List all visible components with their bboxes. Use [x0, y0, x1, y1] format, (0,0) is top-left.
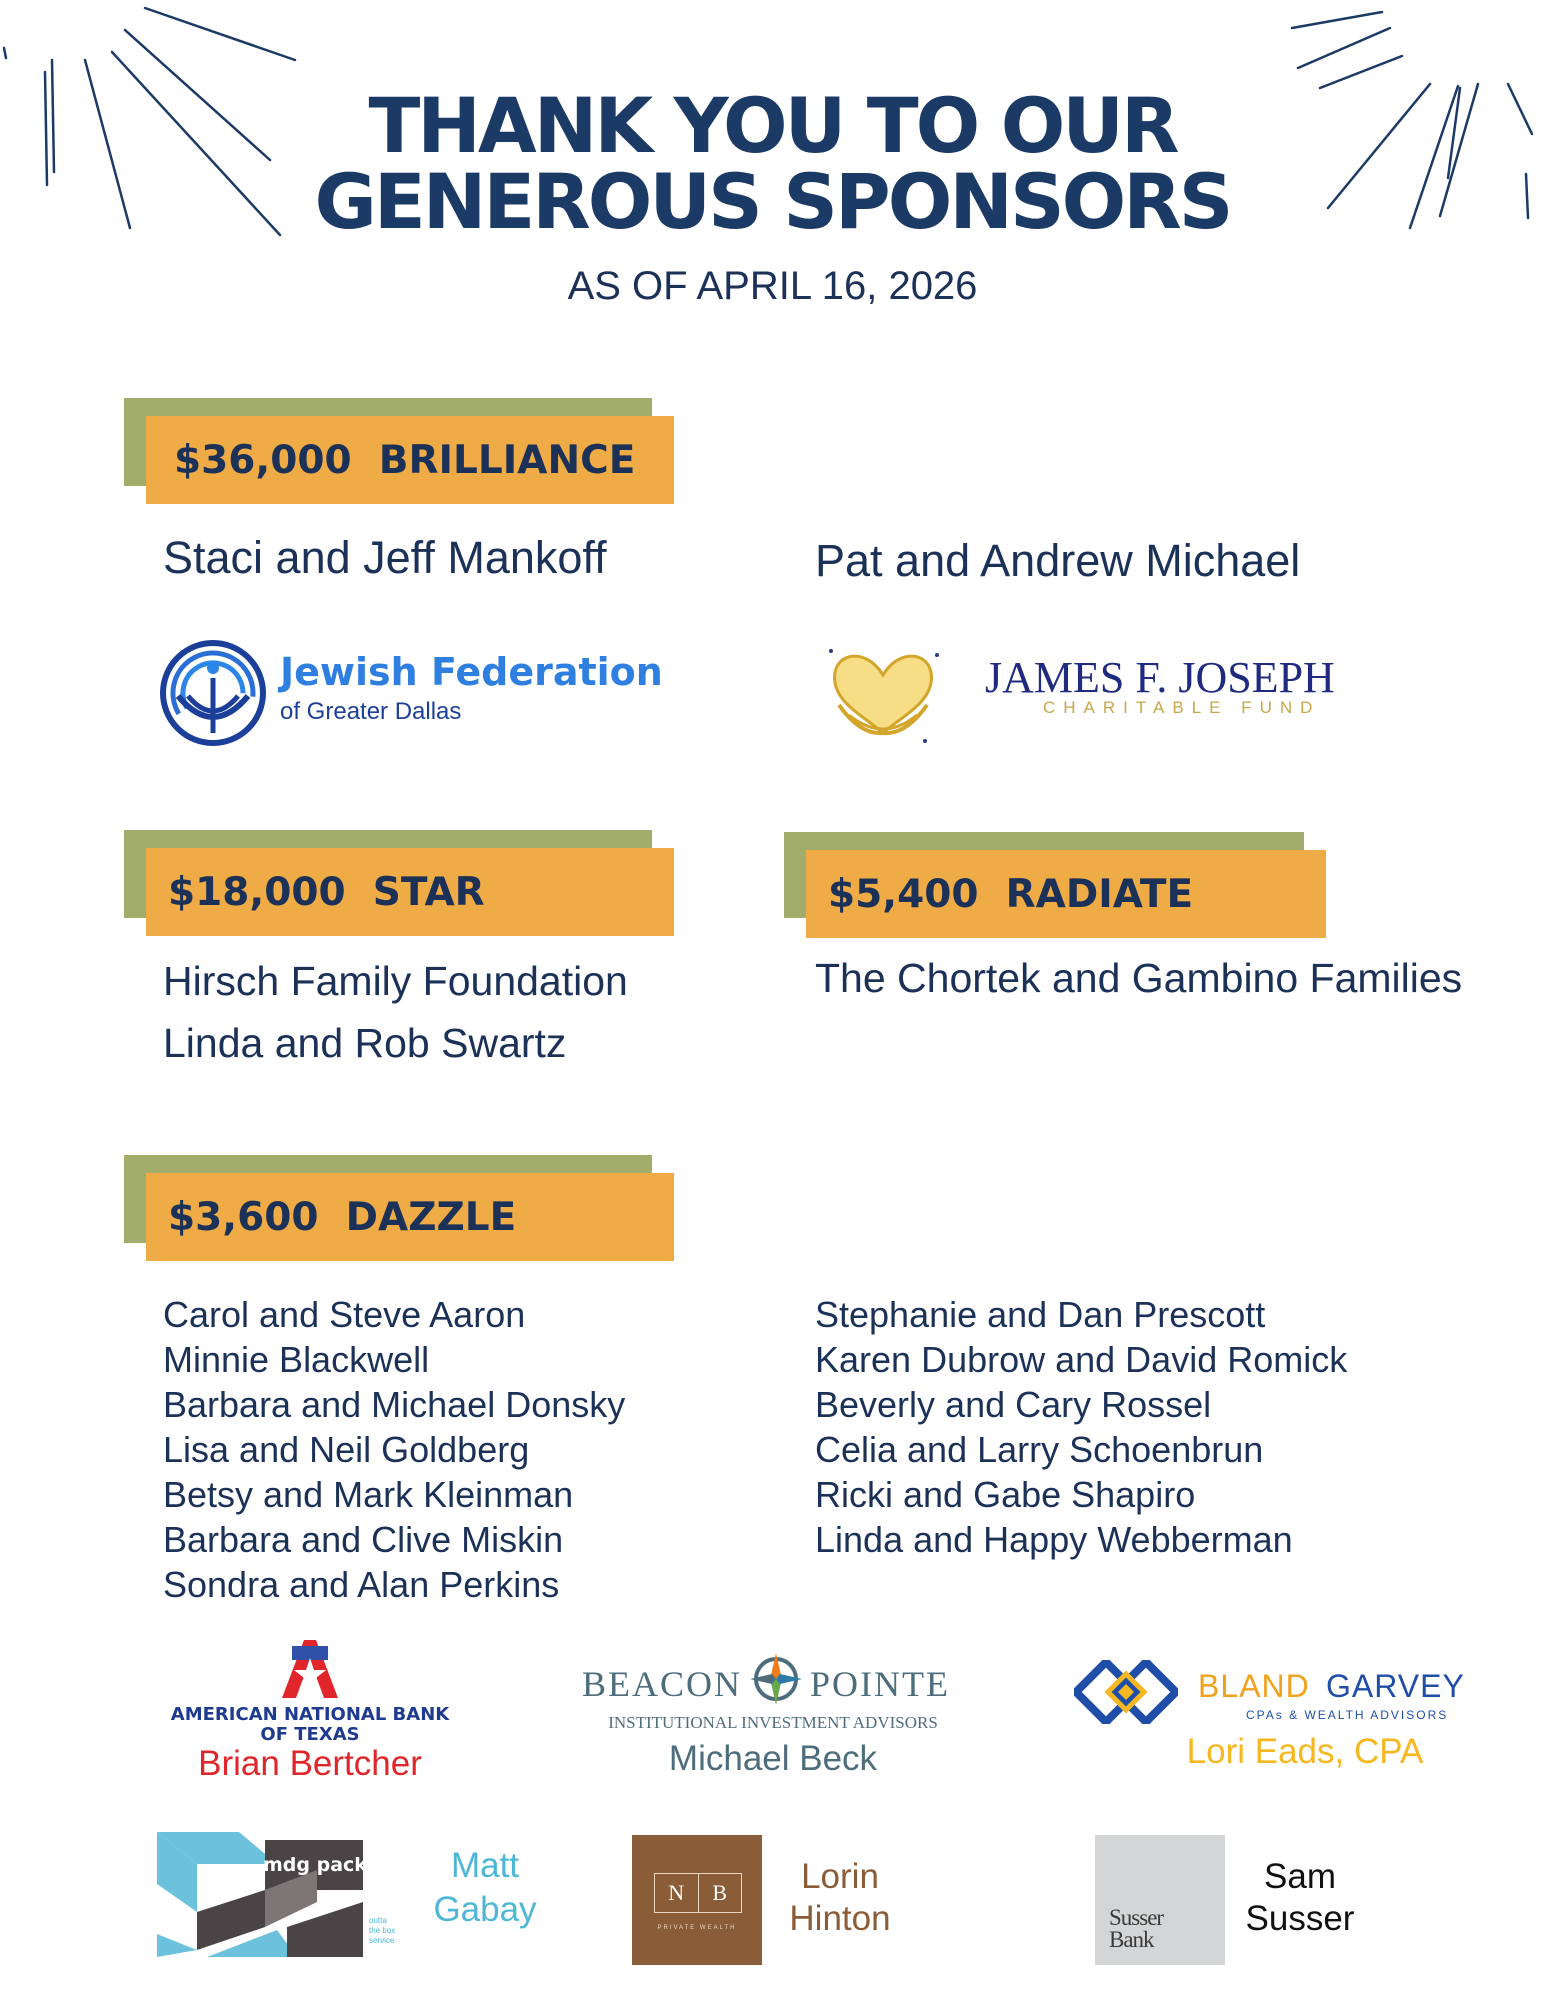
beacon-pointe-representative: Michael Beck: [668, 1739, 878, 1778]
mdg-representative-first: Matt: [450, 1846, 520, 1885]
sponsor-name: Linda and Rob Swartz: [163, 1020, 567, 1066]
list-item: Karen Dubrow and David Romick: [815, 1339, 1348, 1380]
james-f-joseph-logo: [825, 630, 1355, 750]
dazzle-list-left: [163, 1292, 625, 1607]
jewish-federation-logo: [158, 638, 663, 748]
mdg-packaging-logo: [157, 1832, 557, 1957]
nb-letter: B: [712, 1880, 728, 1905]
list-item: Minnie Blackwell: [163, 1339, 430, 1380]
list-item: Sondra and Alan Perkins: [163, 1564, 560, 1605]
sponsor-name: Hirsch Family Foundation: [163, 958, 628, 1004]
nb-private-wealth-logo: [632, 1835, 932, 1965]
radiate-tier-label: $5,400 RADIATE: [806, 850, 1326, 938]
nb-representative-first: Lorin: [801, 1857, 879, 1896]
jewish-federation-name: Jewish Federation: [280, 650, 663, 694]
susser-logo-line-1: Susser: [1109, 1905, 1164, 1930]
bland-garvey-name-left: BLAND: [1198, 1668, 1310, 1704]
menorah-icon: [158, 638, 268, 748]
list-item: Linda and Happy Webberman: [815, 1519, 1293, 1560]
anb-name-line-1: AMERICAN NATIONAL BANK: [170, 1704, 450, 1725]
list-item: Betsy and Mark Kleinman: [163, 1474, 574, 1515]
mdg-tagline-line: outta: [369, 1916, 387, 1925]
dazzle-list-right: [815, 1292, 1347, 1562]
compass-icon: [748, 1649, 804, 1709]
susser-logo-tile: [1095, 1835, 1225, 1965]
brilliance-tier-label: $36,000 BRILLIANCE: [146, 416, 674, 504]
susser-bank-logo: [1095, 1835, 1385, 1965]
mdg-tagline-line: service: [369, 1936, 395, 1945]
diamond-chevron-icon: [1074, 1660, 1178, 1724]
star-flag-icon: [280, 1638, 340, 1700]
sponsor-name: Pat and Andrew Michael: [815, 535, 1301, 586]
nb-representative-last: Hinton: [789, 1899, 891, 1938]
james-f-joseph-name: JAMES F. JOSEPH: [985, 653, 1335, 702]
list-item: Lisa and Neil Goldberg: [163, 1429, 530, 1470]
list-item: Beverly and Cary Rossel: [815, 1384, 1212, 1425]
page-title-line-2: GENEROUS SPONSORS: [314, 157, 1231, 246]
bland-garvey-logo: [1070, 1650, 1470, 1790]
beacon-pointe-logo: [578, 1645, 968, 1790]
list-item: Barbara and Michael Donsky: [163, 1384, 626, 1425]
mdg-tagline: [369, 1916, 395, 1946]
nb-letter: N: [655, 1874, 699, 1912]
sponsor-name: Staci and Jeff Mankoff: [163, 532, 607, 583]
jewish-federation-tagline: of Greater Dallas: [280, 698, 462, 725]
beacon-pointe-name-left: BEACON: [582, 1664, 743, 1704]
anb-name-line-2: OF TEXAS: [260, 1724, 360, 1745]
bland-garvey-representative: Lori Eads, CPA: [1186, 1732, 1424, 1771]
mdg-tagline-line: the box: [369, 1926, 396, 1935]
list-item: Stephanie and Dan Prescott: [815, 1294, 1266, 1335]
anb-logo: [150, 1638, 470, 1788]
page-subtitle: AS OF APRIL 16, 2026: [567, 264, 978, 308]
list-item: Ricki and Gabe Shapiro: [815, 1474, 1196, 1515]
susser-representative-last: Susser: [1245, 1899, 1355, 1938]
nb-logo-tile: [632, 1835, 762, 1965]
list-item: Barbara and Clive Miskin: [163, 1519, 564, 1560]
dazzle-tier-label: $3,600 DAZZLE: [146, 1173, 674, 1261]
list-item: Carol and Steve Aaron: [163, 1294, 526, 1335]
bland-garvey-tagline: CPAs & WEALTH ADVISORS: [1246, 1708, 1449, 1722]
anb-representative: Brian Bertcher: [198, 1744, 422, 1783]
beacon-pointe-tagline: INSTITUTIONAL INVESTMENT ADVISORS: [608, 1713, 938, 1732]
nb-tagline: PRIVATE WEALTH: [657, 1925, 737, 1931]
james-f-joseph-tagline: CHARITABLE FUND: [1043, 698, 1321, 717]
beacon-pointe-name-right: POINTE: [810, 1664, 950, 1704]
bland-garvey-name-right: GARVEY: [1326, 1668, 1465, 1704]
star-tier-label: $18,000 STAR: [146, 848, 674, 936]
mdg-name: mdg packaging: [263, 1854, 427, 1876]
nb-letter-box: [654, 1873, 742, 1913]
heart-hands-icon: [825, 635, 943, 745]
susser-representative-first: Sam: [1264, 1857, 1336, 1896]
susser-logo-line-2: Bank: [1109, 1927, 1154, 1952]
mdg-representative-last: Gabay: [433, 1890, 537, 1929]
page-title-line-1: THANK YOU TO OUR: [368, 81, 1177, 170]
sponsor-name: The Chortek and Gambino Families: [815, 955, 1463, 1001]
list-item: Celia and Larry Schoenbrun: [815, 1429, 1264, 1470]
